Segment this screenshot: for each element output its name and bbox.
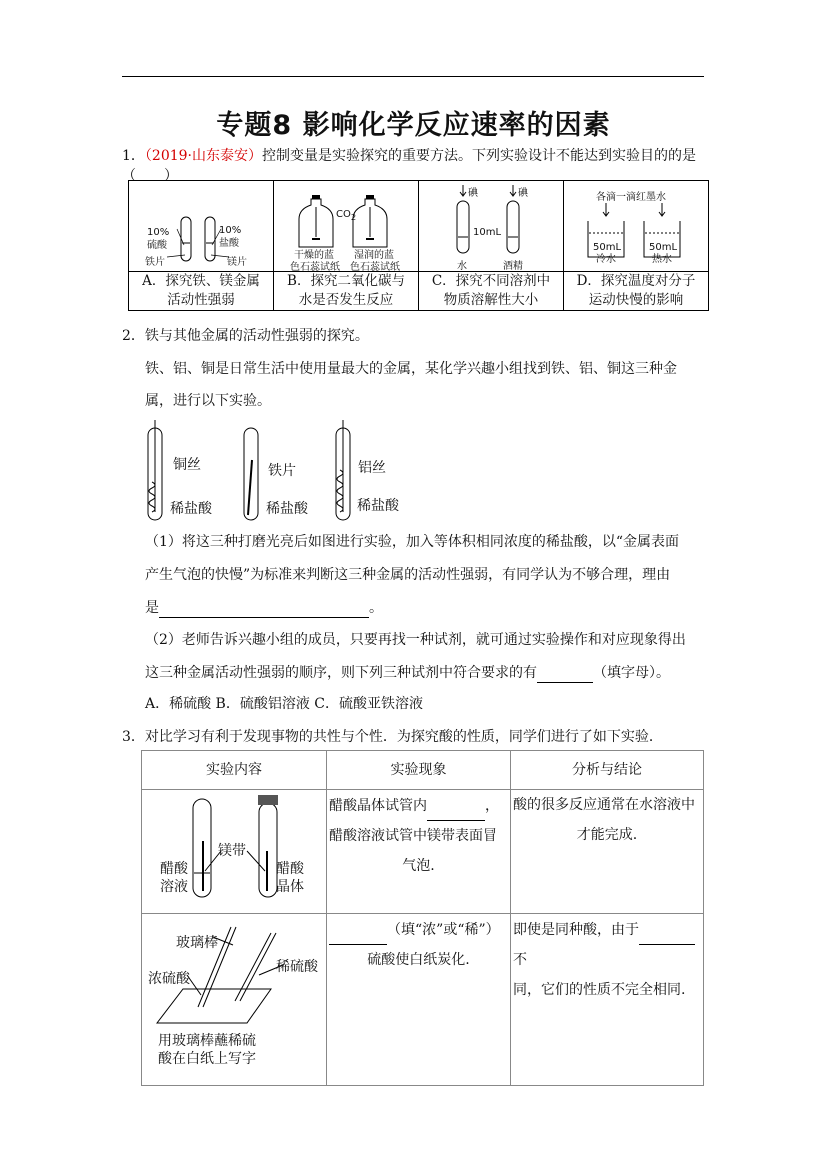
header-rule: [122, 76, 704, 77]
option-c: C．探究不同溶剂中 物质溶解性大小: [419, 272, 564, 311]
label-hydrochloric: 盐酸: [219, 238, 239, 249]
option-a: A．探究铁、镁金属 活动性强弱: [129, 272, 274, 311]
label-cold-water: 冷水: [596, 254, 616, 265]
label-10ml: 10mL: [473, 227, 502, 238]
label-mg-sheet: 镁片: [227, 257, 247, 268]
label-dilute-hcl-3: 稀盐酸: [357, 498, 399, 514]
q2-figure: [140, 420, 440, 525]
q2-sub1-line2: 产生气泡的快慢”为标准来判断这三种金属的活动性强弱，有同学认为不够合理，理由: [145, 567, 671, 583]
answer-blank-reagent[interactable]: [537, 662, 593, 683]
q2-sub1-line3: 是 。: [145, 597, 383, 618]
header-content: 实验内容: [142, 751, 327, 790]
label-dry-paper-1: 干燥的蓝: [294, 250, 334, 261]
label-acetic-crystal: 醋酸 晶体: [276, 861, 304, 895]
label-10pct-left: 10%: [147, 227, 170, 238]
label-mg-ribbon: 镁带: [218, 843, 246, 859]
q2-sub2-line2: 这三种金属活动性强弱的顺序，则下列三种试剂中符合要求的有 （填字母）。: [145, 662, 670, 683]
q2-sub2-line1: （2）老师告诉兴趣小组的成员，只要再找一种试剂，就可通过实验操作和对应现象得出: [145, 632, 686, 648]
q2-sub1-line1: （1）将这三种打磨光亮后如图进行实验，加入等体积相同浓度的稀盐酸，以“金属表面: [145, 534, 680, 550]
header-phenomenon: 实验现象: [327, 751, 511, 790]
label-glass-rod: 玻璃棒: [176, 935, 218, 951]
option-b: B．探究二氧化碳与 水是否发生反应: [274, 272, 419, 311]
label-dilute-hcl-2: 稀盐酸: [266, 501, 308, 517]
label-water: 水: [457, 261, 467, 272]
figure-a: [129, 181, 274, 272]
question-3: 3．对比学习有利于发现事物的共性与个性．为探究酸的性质，同学们进行了如下实验．: [122, 729, 663, 745]
q2-paragraph-1b: 属，进行以下实验。: [145, 393, 271, 409]
label-dilute-hcl-1: 稀盐酸: [170, 501, 212, 517]
question-text: 控制变量是实验探究的重要方法。下列实验设计不能达到实验目的的是（ ）: [122, 148, 697, 184]
question-number: 1．: [122, 148, 145, 164]
header-conclusion: 分析与结论: [511, 751, 704, 790]
label-copper-wire: 铜丝: [173, 457, 201, 473]
q2-choices: A．稀硫酸 B．硫酸铝溶液 C．硫酸亚铁溶液: [145, 696, 424, 712]
label-50ml-2: 50mL: [649, 242, 678, 253]
answer-blank-reason[interactable]: [159, 597, 369, 618]
label-sulfuric: 硫酸: [147, 240, 167, 251]
label-concentrated-acid: 浓硫酸: [148, 971, 190, 987]
page-title: 专题8 影响化学反应速率的因素: [216, 110, 611, 141]
label-dry-paper-2: 色石蕊试纸: [290, 262, 340, 273]
row1-phenomenon: 醋酸晶体试管内 ， 醋酸溶液试管中镁带表面冒 气泡.: [327, 790, 511, 914]
options-table: [128, 180, 709, 311]
label-hot-water: 热水: [652, 254, 672, 265]
label-50ml-1: 50mL: [593, 242, 622, 253]
label-alcohol: 酒精: [503, 261, 523, 272]
answer-blank-difference[interactable]: [639, 914, 695, 945]
question-2-head: 2．铁与其他金属的活动性强弱的探究。: [122, 328, 369, 344]
figure-b: [274, 181, 419, 272]
label-iron-sheet: 铁片: [145, 257, 165, 268]
row2-figure: [142, 914, 327, 1086]
row1-conclusion: 酸的很多反应通常在水溶液中 才能完成.: [511, 790, 704, 914]
answer-blank-conc[interactable]: [329, 914, 387, 945]
label-dilute-acid: 稀硫酸: [276, 959, 318, 975]
row2-phenomenon: （填“浓”或“稀”） 硫酸使白纸炭化.: [327, 914, 511, 1086]
label-wet-paper-2: 色石蕊试纸: [350, 262, 400, 273]
label-iron-sheet: 铁片: [268, 463, 296, 479]
label-wet-paper-1: 湿润的蓝: [354, 250, 394, 261]
label-iodine-2: 碘: [518, 188, 528, 199]
option-d: D．探究温度对分子 运动快慢的影响: [564, 272, 709, 311]
row1-figure: [142, 790, 327, 914]
label-10pct-right: 10%: [219, 225, 242, 236]
experiment-table: [141, 750, 704, 1086]
label-red-ink: 各滴一滴红墨水: [596, 192, 666, 203]
figure-d: [564, 181, 709, 272]
question-source: （2019·山东泰安）: [144, 148, 263, 164]
figure-caption: 用玻璃棒蘸稀硫 酸在白纸上写字: [158, 1033, 256, 1067]
answer-blank-crystal[interactable]: [427, 790, 485, 821]
row2-conclusion: 即使是同种酸，由于 不 同，它们的性质不完全相同.: [511, 914, 704, 1086]
q2-paragraph-1: 铁、铝、铜是日常生活中使用量最大的金属，某化学兴趣小组找到铁、铝、铜这三种金: [145, 361, 677, 377]
label-iodine-1: 碘: [468, 188, 478, 199]
label-acetic-solution: 醋酸 溶液: [160, 861, 188, 895]
figure-c: [419, 181, 564, 272]
label-co2: $CO_2$: [336, 209, 357, 222]
label-aluminum-wire: 铝丝: [358, 460, 386, 476]
